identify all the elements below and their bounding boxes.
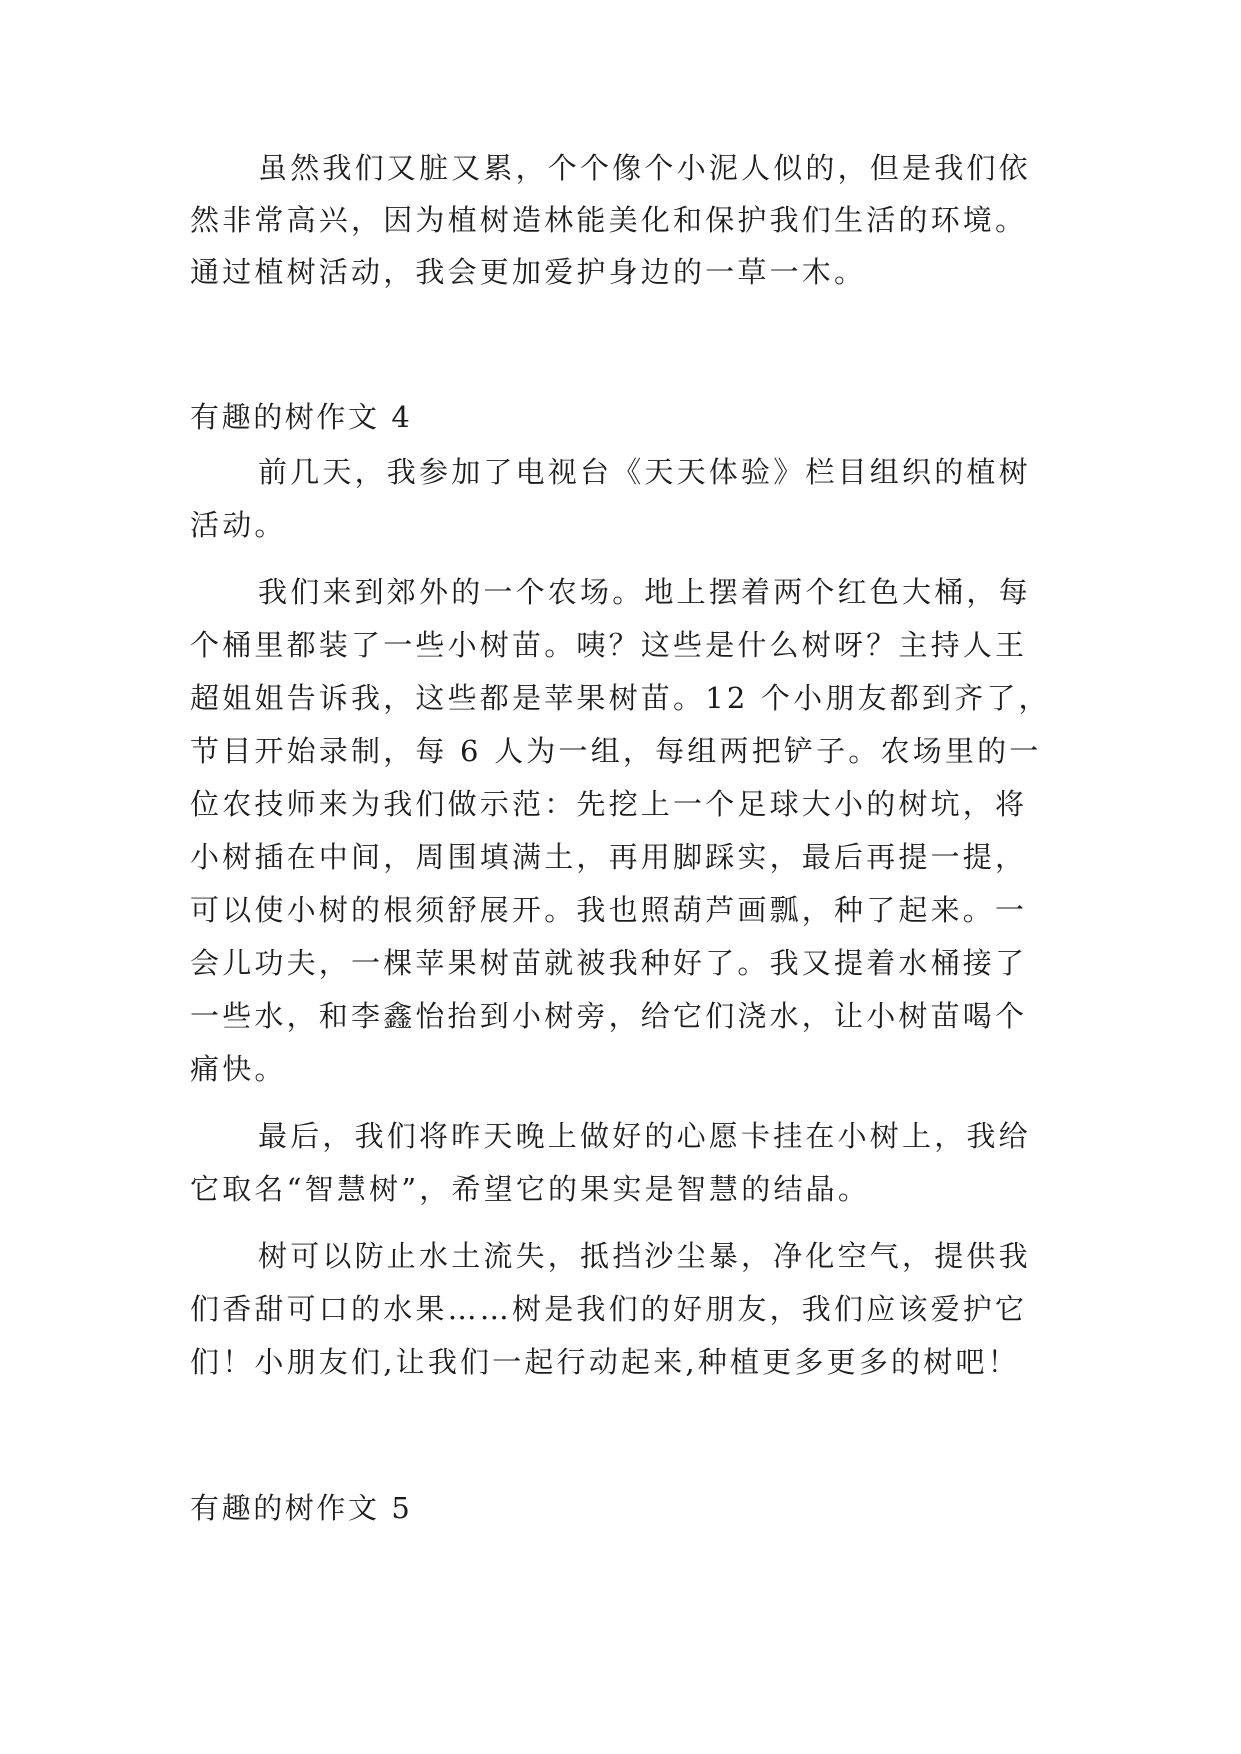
paragraph-5-line-3: 们！小朋友们,让我们一起行动起来,种植更多更多的树吧！ [190, 1345, 1020, 1379]
section-heading-4: 有趣的树作文 4 [190, 400, 413, 434]
paragraph-3-line-3: 超姐姐告诉我，这些都是苹果树苗。12 个小朋友都到齐了， [190, 681, 1051, 715]
paragraph-3-line-7: 可以使小树的根须舒展开。我也照葫芦画瓢，种了起来。一 [190, 893, 1028, 927]
paragraph-5-line-2: 们香甜可口的水果……树是我们的好朋友，我们应该爱护它 [190, 1292, 1028, 1326]
paragraph-1-line-3: 通过植树活动，我会更加爱护身边的一草一木。 [190, 255, 867, 289]
paragraph-3-line-8: 会儿功夫，一棵苹果树苗就被我种好了。我又提着水桶接了 [190, 946, 1028, 980]
paragraph-1-line-1: 虽然我们又脏又累，个个像个小泥人似的，但是我们依 [258, 151, 1031, 185]
paragraph-1-line-2: 然非常高兴，因为植树造林能美化和保护我们生活的环境。 [190, 203, 1028, 237]
paragraph-3-line-6: 小树插在中间，周围填满土，再用脚踩实，最后再提一提， [190, 840, 1028, 874]
paragraph-3-line-4: 节目开始录制，每 6 人为一组，每组两把铲子。农场里的一 [190, 734, 1042, 768]
paragraph-3-line-9: 一些水，和李鑫怡抬到小树旁，给它们浇水，让小树苗喝个 [190, 999, 1028, 1033]
paragraph-2-line-1: 前几天，我参加了电视台《天天体验》栏目组织的植树 [258, 455, 1031, 489]
paragraph-3-line-10: 痛快。 [190, 1052, 287, 1086]
paragraph-3-line-5: 位农技师来为我们做示范：先挖上一个足球大小的树坑，将 [190, 787, 1028, 821]
section-heading-5: 有趣的树作文 5 [190, 1491, 413, 1525]
paragraph-4-line-2: 它取名“智慧树”，希望它的果实是智慧的结晶。 [190, 1172, 871, 1206]
paragraph-3-line-1: 我们来到郊外的一个农场。地上摆着两个红色大桶，每 [258, 575, 1031, 609]
paragraph-4-line-1: 最后，我们将昨天晚上做好的心愿卡挂在小树上，我给 [258, 1119, 1031, 1153]
paragraph-5-line-1: 树可以防止水土流失，抵挡沙尘暴，净化空气，提供我 [258, 1239, 1031, 1273]
paragraph-3-line-2: 个桶里都装了一些小树苗。咦？这些是什么树呀？主持人王 [190, 628, 1028, 662]
paragraph-2-line-2: 活动。 [190, 508, 287, 542]
